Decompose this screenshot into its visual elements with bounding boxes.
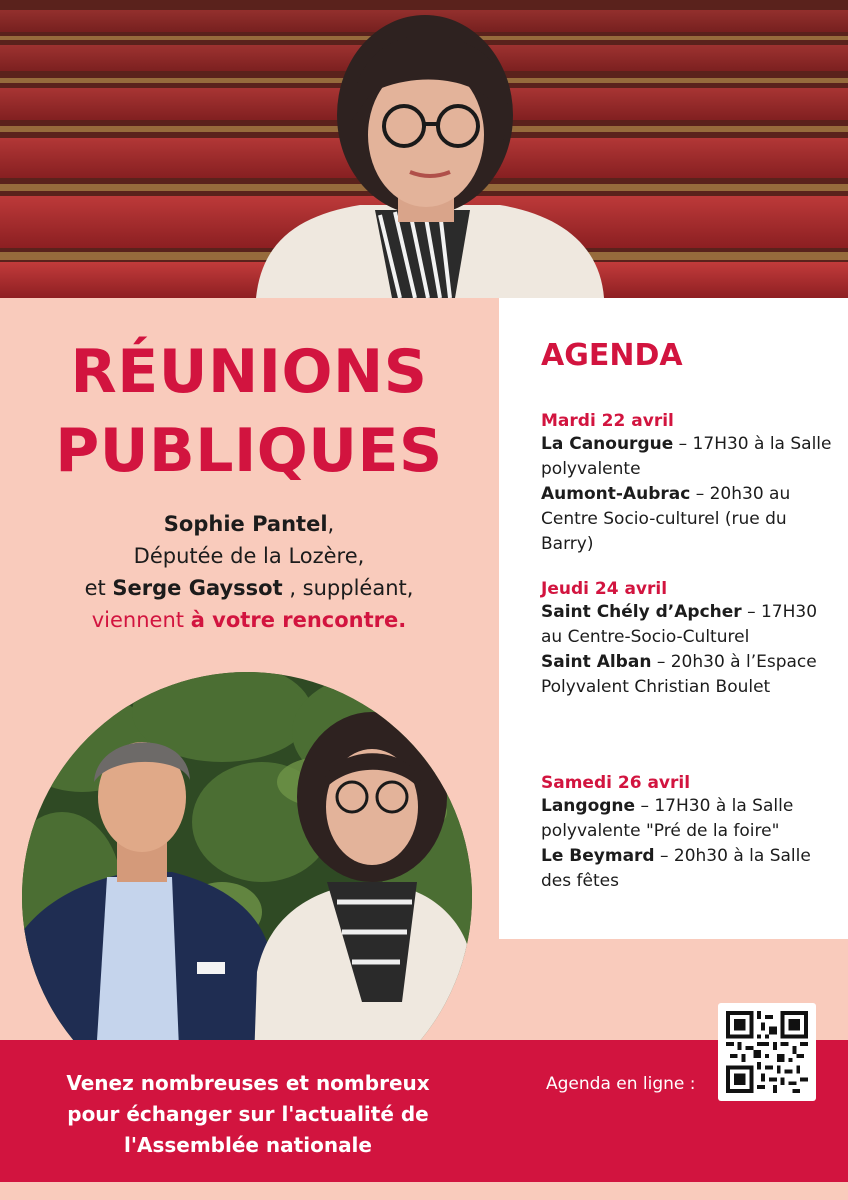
day-label: Jeudi 24 avril (541, 579, 668, 599)
substitute-name: Serge Gayssot (112, 576, 283, 600)
agenda-event (541, 650, 841, 700)
agenda-event (541, 844, 841, 894)
event-details: – 20h30 au Centre Socio-culturel (rue du Barry) (541, 484, 791, 554)
agenda-day (541, 772, 841, 894)
event-details: – 17H30 au Centre-Socio-Culturel (541, 602, 818, 647)
online-agenda-label: Agenda en ligne : (546, 1074, 696, 1094)
agenda-day (541, 578, 841, 700)
event-details: – 17H30 à la Salle polyvalente "Pré de la foire" (541, 796, 794, 841)
event-details: – 20h30 à l’Espace Polyvalent Christian Boulet (541, 652, 817, 697)
intro-text (0, 508, 498, 636)
come-text: viennent (91, 608, 191, 632)
name-separator: , (327, 512, 335, 536)
qr-code-icon (726, 1011, 808, 1093)
day-label: Samedi 26 avril (541, 773, 691, 793)
event-place: La Canourgue (541, 434, 674, 454)
intro-line-2: Députée de la Lozère, (133, 544, 365, 568)
and-text: et (84, 576, 113, 600)
event-place: Saint Chély d’Apcher (541, 602, 742, 622)
deputy-name: Sophie Pantel (163, 512, 328, 536)
intro-line-1 (0, 508, 498, 540)
banner-line: l'Assemblée nationale (124, 1133, 372, 1157)
event-details: – 20h30 à la Salle des fêtes (541, 846, 811, 891)
meet-text: à votre rencontre. (190, 608, 407, 632)
agenda-title: AGENDA (541, 338, 683, 373)
banner-line: pour échanger sur l'actualité de (67, 1102, 429, 1126)
agenda-day (541, 410, 841, 557)
substitute-role: , suppléant, (282, 576, 414, 600)
banner-line: Venez nombreuses et nombreux (66, 1071, 430, 1095)
event-place: Le Beymard (541, 846, 655, 866)
day-label: Mardi 22 avril (541, 411, 674, 431)
banner-message (22, 1068, 474, 1161)
intro-line-3 (0, 572, 498, 604)
agenda-event (541, 482, 841, 557)
event-details: – 17H30 à la Salle polyvalente (541, 434, 832, 479)
hero-photo (0, 0, 848, 298)
agenda-panel (499, 298, 848, 939)
qr-code[interactable] (718, 1003, 816, 1101)
page-title-line-2: PUBLIQUES (55, 416, 443, 486)
event-place: Aumont-Aubrac (541, 484, 691, 504)
agenda-event (541, 432, 841, 482)
event-place: Langogne (541, 796, 636, 816)
agenda-event (541, 794, 841, 844)
event-place: Saint Alban (541, 652, 652, 672)
agenda-event (541, 600, 841, 650)
intro-line-4 (0, 604, 498, 636)
page-title-line-1: RÉUNIONS (70, 337, 428, 407)
